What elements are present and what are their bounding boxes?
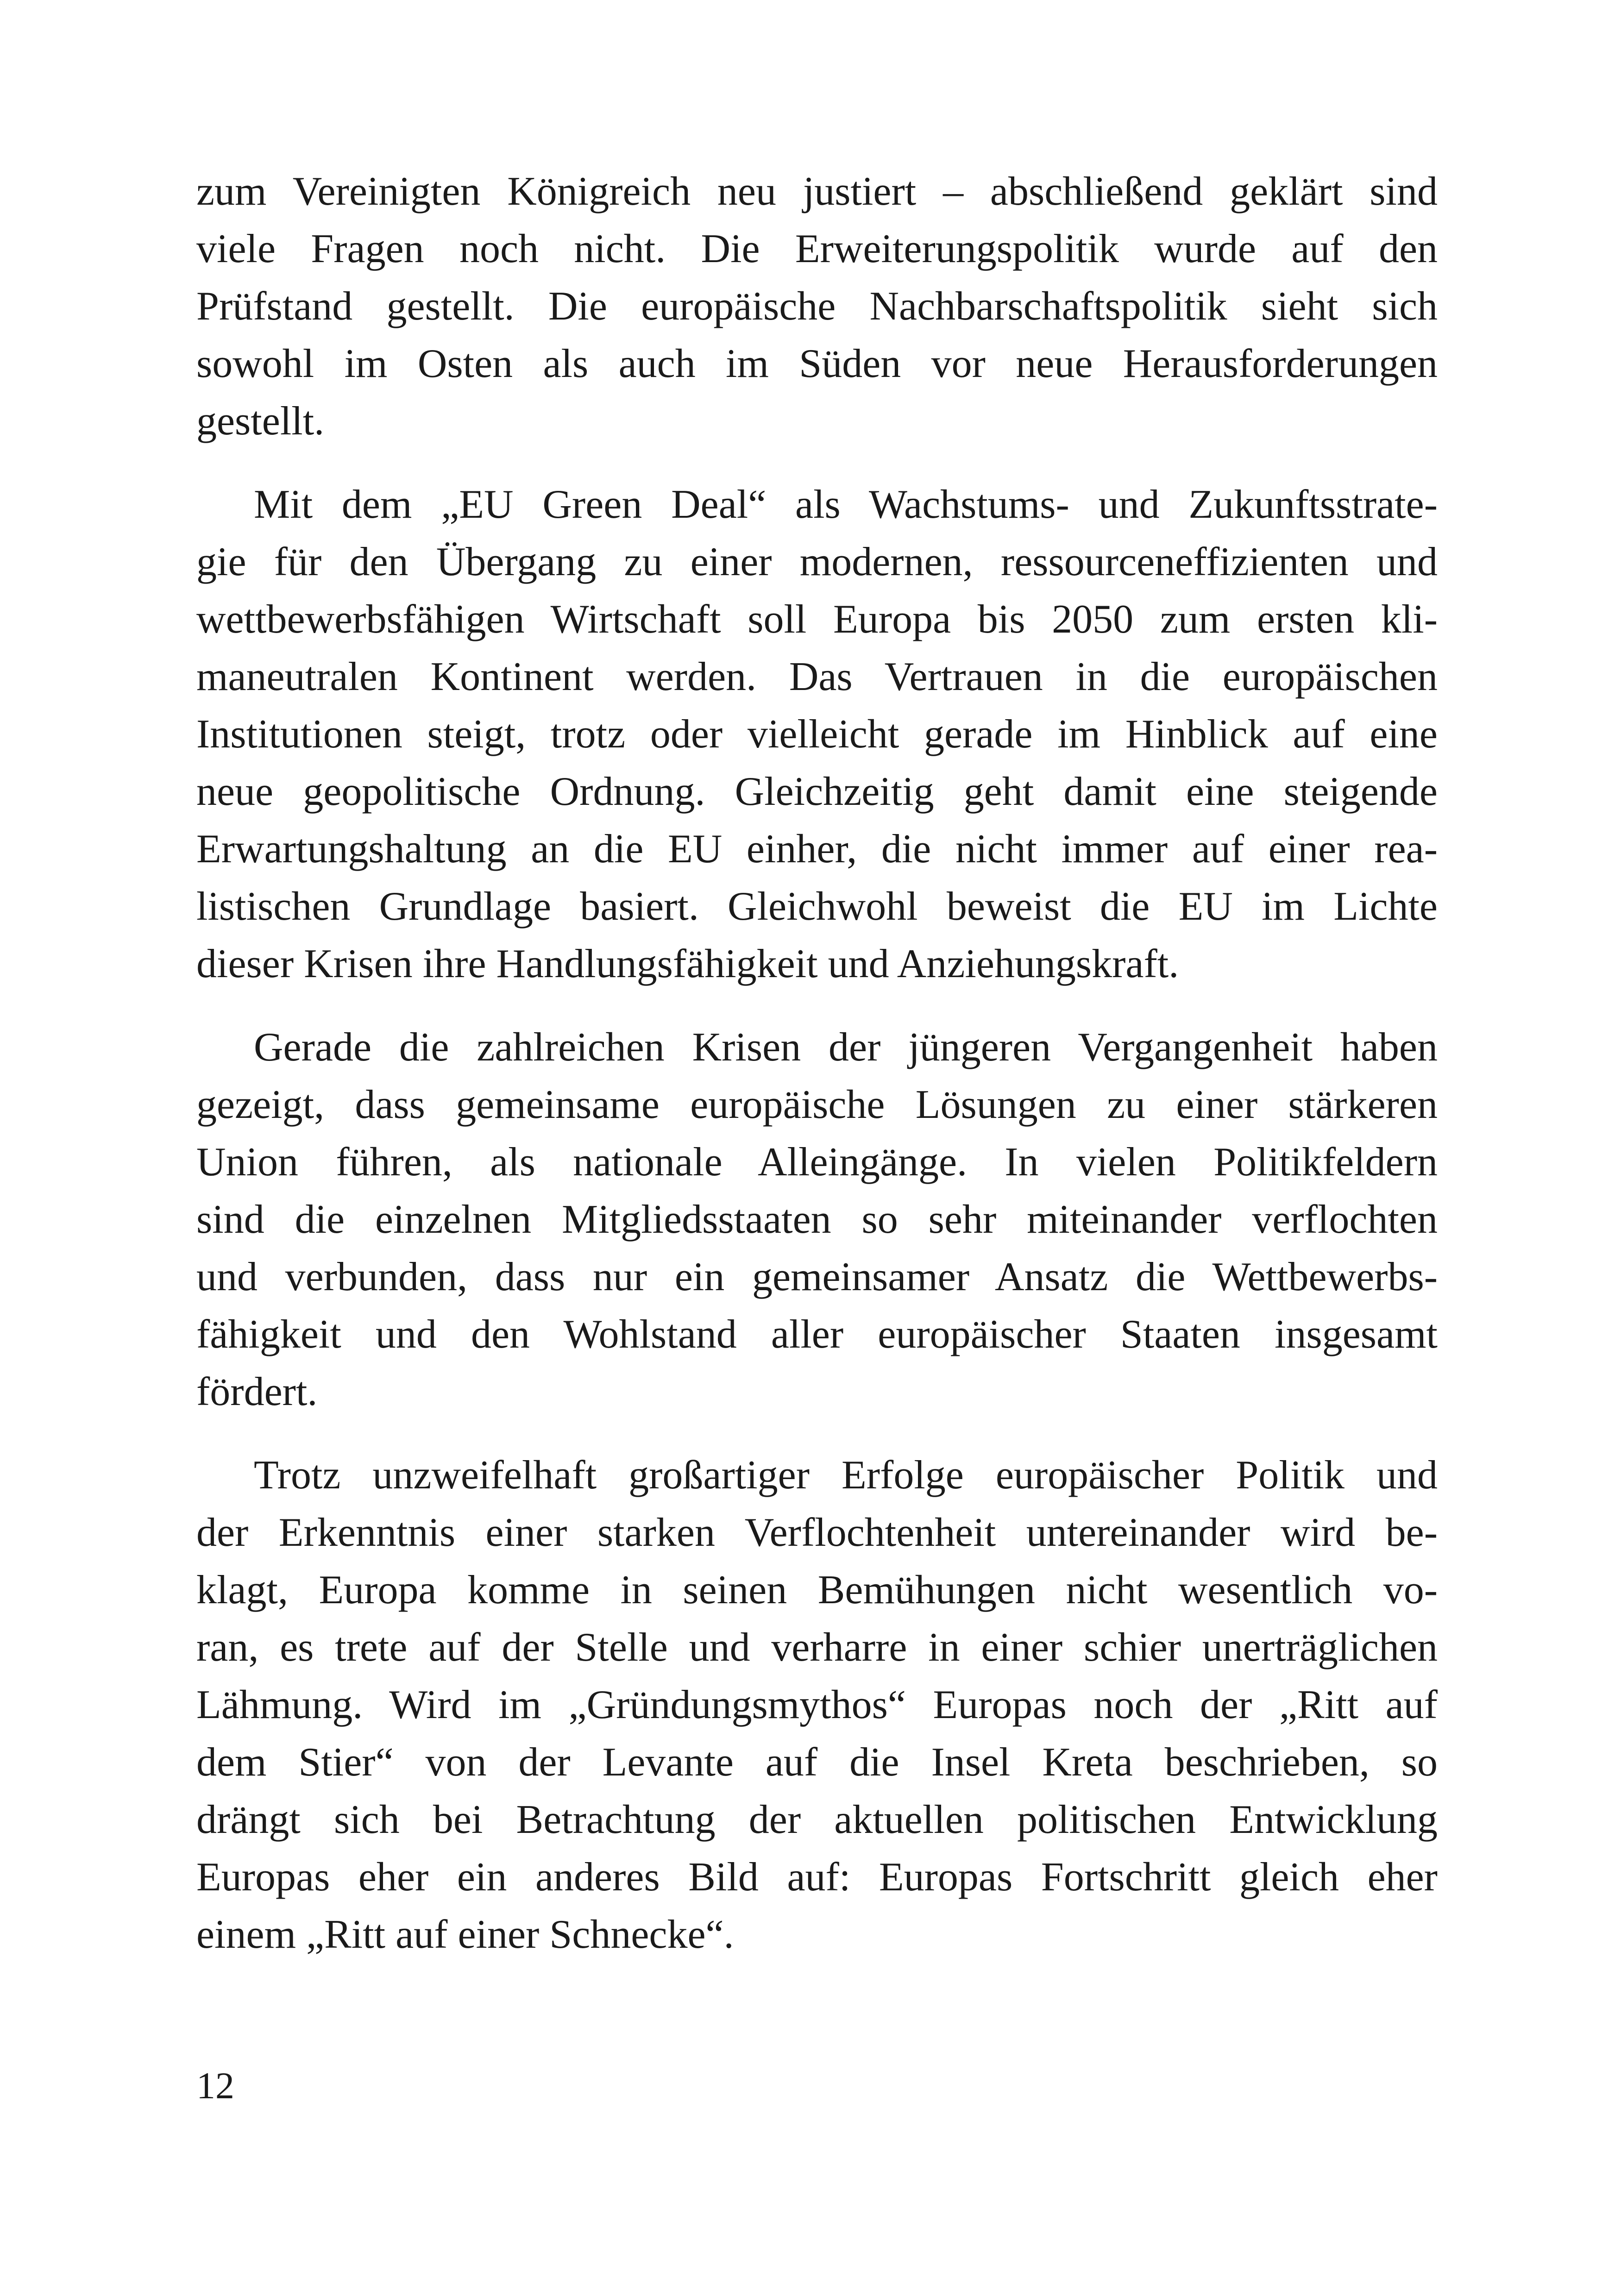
body-text <box>196 163 1438 1989</box>
text-line: fähigkeit und den Wohlstand aller europäischer Staaten insgesamt <box>196 1312 1438 1357</box>
text-line: der Erkenntnis einer starken Verflochtenheit untereinander wird be- <box>196 1510 1438 1555</box>
paragraph-3 <box>196 1019 1438 1421</box>
text-line: zum Vereinigten Königreich neu justiert – abschließend geklärt sind <box>196 169 1438 214</box>
text-line: einem „Ritt auf einer Schnecke“. <box>196 1912 734 1957</box>
text-line: Trotz unzweifelhaft großartiger Erfolge europäischer Politik und <box>254 1453 1438 1498</box>
text-line: gezeigt, dass gemeinsame europäische Lösungen zu einer stärkeren <box>196 1082 1438 1127</box>
text-line: klagt, Europa komme in seinen Bemühungen nicht wesentlich vo- <box>196 1568 1438 1612</box>
page-number: 12 <box>196 2064 234 2107</box>
text-line: listischen Grundlage basiert. Gleichwohl beweist die EU im Lichte <box>196 884 1438 929</box>
text-line: Gerade die zahlreichen Krisen der jüngeren Vergangenheit haben <box>254 1025 1438 1070</box>
text-line: maneutralen Kontinent werden. Das Vertrauen in die europäischen <box>196 654 1438 699</box>
text-line: Lähmung. Wird im „Gründungsmythos“ Europas noch der „Ritt auf <box>196 1682 1438 1727</box>
text-line: dieser Krisen ihre Handlungsfähigkeit und Anziehungskraft. <box>196 941 1179 986</box>
paragraph-4 <box>196 1447 1438 1964</box>
text-line: gie für den Übergang zu einer modernen, ressourceneffizienten und <box>196 539 1438 584</box>
text-line: Prüfstand gestellt. Die europäische Nachbarschaftspolitik sieht sich <box>196 284 1438 329</box>
text-line: viele Fragen noch nicht. Die Erweiterungspolitik wurde auf den <box>196 226 1438 271</box>
text-line: wettbewerbsfähigen Wirtschaft soll Europa bis 2050 zum ersten kli- <box>196 597 1438 642</box>
text-line: sind die einzelnen Mitgliedsstaaten so sehr miteinander verflochten <box>196 1197 1438 1242</box>
text-line: fördert. <box>196 1369 318 1414</box>
text-line: ran, es trete auf der Stelle und verharre in einer schier unerträglichen <box>196 1625 1438 1670</box>
text-line: und verbunden, dass nur ein gemeinsamer Ansatz die Wettbewerbs- <box>196 1255 1438 1299</box>
text-line: Erwartungshaltung an die EU einher, die nicht immer auf einer rea- <box>196 827 1438 872</box>
text-line: sowohl im Osten als auch im Süden vor neue Herausforderungen <box>196 341 1438 386</box>
text-line: Institutionen steigt, trotz oder vielleicht gerade im Hinblick auf eine <box>196 712 1438 757</box>
paragraph-2 <box>196 476 1438 993</box>
paragraph-1 <box>196 163 1438 450</box>
text-line: Europas eher ein anderes Bild auf: Europas Fortschritt gleich eher <box>196 1855 1438 1900</box>
text-line: Mit dem „EU Green Deal“ als Wachstums- und Zukunftsstrate- <box>254 482 1438 527</box>
text-line: Union führen, als nationale Alleingänge. In vielen Politikfeldern <box>196 1140 1438 1185</box>
text-line: dem Stier“ von der Levante auf die Insel Kreta beschrieben, so <box>196 1740 1438 1785</box>
text-line: neue geopolitische Ordnung. Gleichzeitig geht damit eine steigende <box>196 769 1438 814</box>
text-line: drängt sich bei Betrachtung der aktuellen politischen Entwicklung <box>196 1797 1438 1842</box>
text-line: gestellt. <box>196 399 325 444</box>
